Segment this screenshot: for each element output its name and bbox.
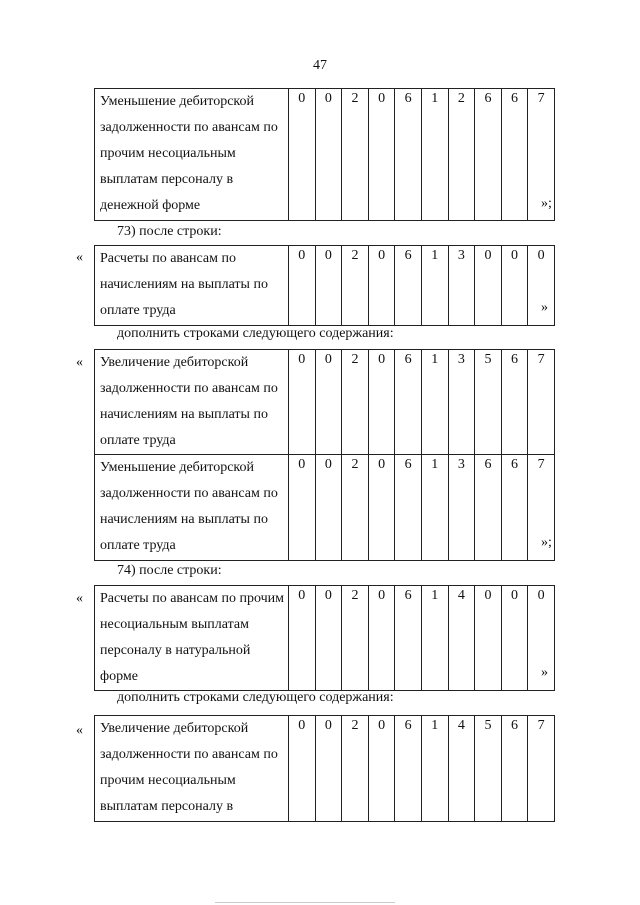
code-digit: 0 bbox=[501, 586, 528, 691]
code-digit: 0 bbox=[315, 716, 342, 822]
caption-add-1: дополнить строками следующего содержания: bbox=[117, 326, 394, 341]
table-row bbox=[95, 246, 555, 326]
code-digit: 6 bbox=[395, 350, 422, 455]
code-digit: 6 bbox=[395, 455, 422, 561]
code-digit: 7 bbox=[528, 350, 555, 455]
code-digit: 0 bbox=[289, 89, 316, 221]
code-digit: 6 bbox=[501, 455, 528, 561]
caption-73: 73) после строки: bbox=[117, 224, 222, 239]
code-digit: 0 bbox=[475, 246, 502, 326]
code-digit: 0 bbox=[315, 350, 342, 455]
code-digit: 5 bbox=[475, 716, 502, 822]
code-digit: 0 bbox=[368, 455, 395, 561]
opening-quote: « bbox=[76, 723, 83, 738]
code-table-5 bbox=[94, 715, 555, 822]
opening-quote: « bbox=[76, 591, 83, 606]
code-digit: 0 bbox=[289, 350, 316, 455]
code-digit: 0 bbox=[475, 586, 502, 691]
code-digit: 1 bbox=[421, 586, 448, 691]
code-digit: 1 bbox=[421, 716, 448, 822]
code-digit: 6 bbox=[501, 89, 528, 221]
closing-quote: » bbox=[541, 665, 548, 680]
closing-quote-semicolon: »; bbox=[541, 196, 552, 211]
opening-quote: « bbox=[76, 250, 83, 265]
code-digit: 2 bbox=[342, 350, 369, 455]
row-label: Увеличение дебиторской задолженности по авансам по прочим несоциальным выплатам персоналу в bbox=[95, 716, 289, 822]
row-label: Уменьшение дебиторской задолженности по авансам по начислениям на выплаты по оплате труда bbox=[95, 455, 289, 561]
code-digit: 0 bbox=[368, 716, 395, 822]
closing-quote-semicolon: »; bbox=[541, 535, 552, 550]
opening-quote: « bbox=[76, 355, 83, 370]
code-digit: 6 bbox=[501, 350, 528, 455]
code-digit: 6 bbox=[395, 716, 422, 822]
code-digit: 0 bbox=[289, 716, 316, 822]
code-digit: 3 bbox=[448, 350, 475, 455]
row-label: Расчеты по авансам по начислениям на выплаты по оплате труда bbox=[95, 246, 289, 326]
code-digit: 0 bbox=[289, 455, 316, 561]
code-digit: 7 bbox=[528, 89, 555, 221]
code-digit: 0 bbox=[315, 89, 342, 221]
code-digit: 7 bbox=[528, 455, 555, 561]
table-row bbox=[95, 586, 555, 691]
code-digit: 6 bbox=[475, 89, 502, 221]
code-digit: 2 bbox=[342, 89, 369, 221]
table-row bbox=[95, 350, 555, 455]
code-digit: 6 bbox=[501, 716, 528, 822]
code-table-3 bbox=[94, 349, 555, 561]
closing-quote: » bbox=[541, 300, 548, 315]
code-digit: 3 bbox=[448, 246, 475, 326]
code-digit: 0 bbox=[528, 586, 555, 691]
code-digit: 0 bbox=[368, 586, 395, 691]
code-digit: 0 bbox=[368, 350, 395, 455]
code-digit: 5 bbox=[475, 350, 502, 455]
code-digit: 2 bbox=[342, 455, 369, 561]
code-table-1 bbox=[94, 88, 555, 221]
code-digit: 1 bbox=[421, 455, 448, 561]
code-digit: 2 bbox=[342, 246, 369, 326]
code-digit: 1 bbox=[421, 89, 448, 221]
page-number: 47 bbox=[313, 58, 327, 73]
code-digit: 0 bbox=[289, 586, 316, 691]
code-digit: 6 bbox=[395, 246, 422, 326]
code-digit: 0 bbox=[528, 246, 555, 326]
code-table-2 bbox=[94, 245, 555, 326]
code-digit: 0 bbox=[368, 89, 395, 221]
code-digit: 0 bbox=[501, 246, 528, 326]
caption-74: 74) после строки: bbox=[117, 563, 222, 578]
code-digit: 6 bbox=[395, 586, 422, 691]
row-label: Увеличение дебиторской задолженности по авансам по начислениям на выплаты по оплате труда bbox=[95, 350, 289, 455]
table-row bbox=[95, 89, 555, 221]
code-digit: 7 bbox=[528, 716, 555, 822]
code-digit: 4 bbox=[448, 586, 475, 691]
code-digit: 2 bbox=[448, 89, 475, 221]
caption-add-2: дополнить строками следующего содержания: bbox=[117, 690, 394, 705]
page-edge-rule bbox=[215, 902, 395, 903]
code-digit: 6 bbox=[395, 89, 422, 221]
table-row bbox=[95, 716, 555, 822]
code-digit: 0 bbox=[289, 246, 316, 326]
code-digit: 0 bbox=[315, 246, 342, 326]
table-row bbox=[95, 455, 555, 561]
code-digit: 3 bbox=[448, 455, 475, 561]
code-table-4 bbox=[94, 585, 555, 691]
row-label: Расчеты по авансам по прочим несоциальным выплатам персоналу в натуральной форме bbox=[95, 586, 289, 691]
code-digit: 0 bbox=[315, 455, 342, 561]
code-digit: 2 bbox=[342, 586, 369, 691]
code-digit: 2 bbox=[342, 716, 369, 822]
code-digit: 6 bbox=[475, 455, 502, 561]
code-digit: 1 bbox=[421, 350, 448, 455]
code-digit: 0 bbox=[315, 586, 342, 691]
code-digit: 4 bbox=[448, 716, 475, 822]
code-digit: 0 bbox=[368, 246, 395, 326]
row-label: Уменьшение дебиторской задолженности по авансам по прочим несоциальным выплатам персоналу в денежной форме bbox=[95, 89, 289, 221]
code-digit: 1 bbox=[421, 246, 448, 326]
